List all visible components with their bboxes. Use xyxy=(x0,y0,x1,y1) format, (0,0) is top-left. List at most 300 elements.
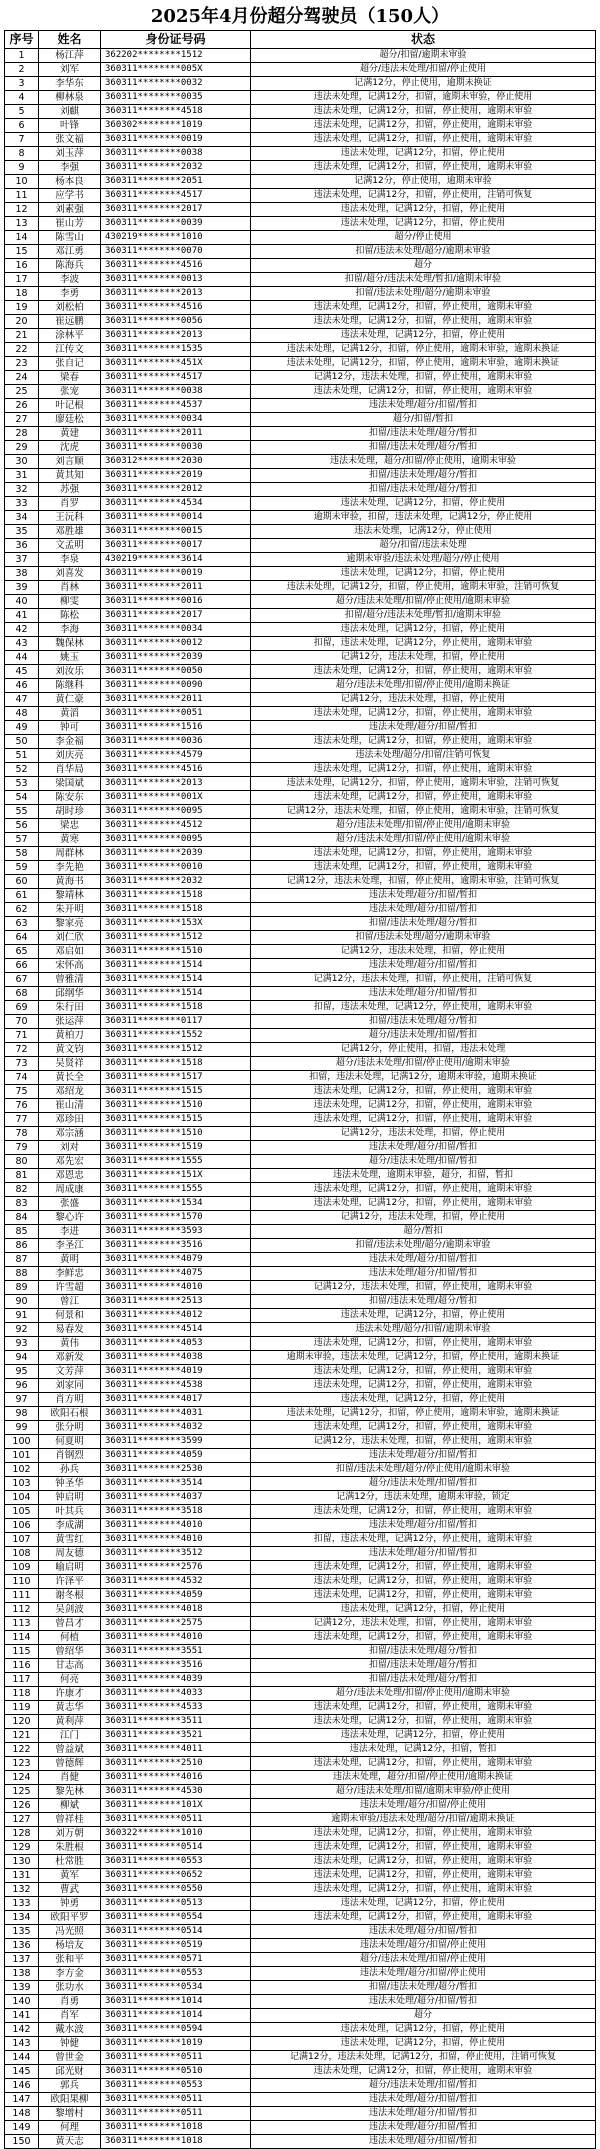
id-number: 360311********4518 xyxy=(101,105,251,119)
driver-name: 李波 xyxy=(39,273,101,287)
table-row xyxy=(5,1365,596,1379)
row-index: 107 xyxy=(5,1533,39,1547)
status: 超分/违法未处理/扣留/停止使用/逾期未审验 xyxy=(251,819,596,833)
table-row xyxy=(5,1113,596,1127)
row-index: 106 xyxy=(5,1519,39,1533)
table-row xyxy=(5,1939,596,1953)
table-row xyxy=(5,1547,596,1561)
id-number: 360311********3599 xyxy=(101,1435,251,1449)
id-number: 360311********1570 xyxy=(101,1211,251,1225)
table-row xyxy=(5,1827,596,1841)
id-number: 360311********1516 xyxy=(101,721,251,735)
id-number: 360311********0117 xyxy=(101,1015,251,1029)
status: 违法未处理，记满12分，扣留，停止使用，逾期未审验 xyxy=(251,791,596,805)
status: 记满12分，违法未处理，扣留，停止使用 xyxy=(251,693,596,707)
driver-name: 李华东 xyxy=(39,77,101,91)
status: 超分/违法未处理/扣留/暂扣 xyxy=(251,2079,596,2093)
driver-name: 黄军 xyxy=(39,1869,101,1883)
row-index: 97 xyxy=(5,1393,39,1407)
id-number: 360311********0032 xyxy=(101,77,251,91)
id-number: 360311********4012 xyxy=(101,1309,251,1323)
id-number: 360311********4516 xyxy=(101,763,251,777)
table-row xyxy=(5,175,596,189)
id-number: 360311********0016 xyxy=(101,595,251,609)
row-index: 27 xyxy=(5,413,39,427)
status: 违法未处理，记满12分，扣留，停止使用，逾期未审验 xyxy=(251,735,596,749)
row-index: 32 xyxy=(5,483,39,497)
table-row xyxy=(5,1687,596,1701)
status: 扣留/违法未处理/超分/暂扣 xyxy=(251,1295,596,1309)
id-number: 360311********1518 xyxy=(101,903,251,917)
driver-name: 周友德 xyxy=(39,1547,101,1561)
table-row xyxy=(5,1323,596,1337)
status: 违法未处理，记满12分，扣留，停止使用，逾期未审验 xyxy=(251,1183,596,1197)
table-row xyxy=(5,833,596,847)
table-row xyxy=(5,1743,596,1757)
row-index: 144 xyxy=(5,2051,39,2065)
id-number: 360311********005X xyxy=(101,63,251,77)
row-index: 60 xyxy=(5,875,39,889)
driver-name: 黄其知 xyxy=(39,469,101,483)
row-index: 119 xyxy=(5,1701,39,1715)
id-number: 360311********0010 xyxy=(101,861,251,875)
id-number: 360311********4516 xyxy=(101,301,251,315)
row-index: 21 xyxy=(5,329,39,343)
id-number: 360311********0034 xyxy=(101,623,251,637)
table-row xyxy=(5,1519,596,1533)
id-number: 360311********0034 xyxy=(101,413,251,427)
header-id-number: 身份证号码 xyxy=(101,31,251,49)
status: 违法未处理，记满12分，扣留，停止使用 xyxy=(251,2023,596,2037)
id-number: 360311********2017 xyxy=(101,609,251,623)
table-row xyxy=(5,1911,596,1925)
id-number: 360311********4011 xyxy=(101,1743,251,1757)
table-row xyxy=(5,1225,596,1239)
row-index: 123 xyxy=(5,1757,39,1771)
row-index: 82 xyxy=(5,1183,39,1197)
id-number: 360311********4033 xyxy=(101,1687,251,1701)
status: 违法未处理/超分/扣留/停止使用 xyxy=(251,1967,596,1981)
table-row xyxy=(5,1379,596,1393)
id-number: 360311********1555 xyxy=(101,1183,251,1197)
header-name: 姓名 xyxy=(39,31,101,49)
row-index: 34 xyxy=(5,511,39,525)
id-number: 360311********0051 xyxy=(101,707,251,721)
table-row xyxy=(5,1645,596,1659)
status: 超分/违法未处理/扣留/逾期未审验/停止使用 xyxy=(251,1785,596,1799)
status: 违法未处理，记满12分，扣留，停止使用，逾期未审验 xyxy=(251,161,596,175)
row-index: 136 xyxy=(5,1939,39,1953)
table-row xyxy=(5,1785,596,1799)
row-index: 47 xyxy=(5,693,39,707)
id-number: 360311********4010 xyxy=(101,1533,251,1547)
row-index: 142 xyxy=(5,2023,39,2037)
driver-name: 崔山清 xyxy=(39,1099,101,1113)
id-number: 360311********4514 xyxy=(101,1323,251,1337)
table-row xyxy=(5,553,596,567)
driver-name: 刘喜发 xyxy=(39,567,101,581)
driver-name: 曾雅清 xyxy=(39,973,101,987)
status: 扣留/违法未处理/超分/暂扣 xyxy=(251,469,596,483)
driver-name: 曾江 xyxy=(39,1295,101,1309)
table-row xyxy=(5,1813,596,1827)
row-index: 31 xyxy=(5,469,39,483)
table-row xyxy=(5,1351,596,1365)
driver-name: 刘汝乐 xyxy=(39,665,101,679)
status: 违法未处理，记满12分，扣留，停止使用，逾期未审验 xyxy=(251,105,596,119)
driver-name: 曾昌才 xyxy=(39,1617,101,1631)
driver-name: 叶锋 xyxy=(39,119,101,133)
row-index: 72 xyxy=(5,1043,39,1057)
status: 违法未处理/超分/扣留/暂扣 xyxy=(251,903,596,917)
row-index: 74 xyxy=(5,1071,39,1085)
driver-name: 易春发 xyxy=(39,1323,101,1337)
row-index: 133 xyxy=(5,1897,39,1911)
status: 违法未处理，记满12分，扣留，停止使用 xyxy=(251,497,596,511)
table-row xyxy=(5,1309,596,1323)
table-row xyxy=(5,1253,596,1267)
driver-name: 黄文钧 xyxy=(39,1043,101,1057)
id-number: 360311********3511 xyxy=(101,1715,251,1729)
id-number: 360311********0050 xyxy=(101,665,251,679)
status: 违法未处理/超分/扣留/暂扣 xyxy=(251,1995,596,2009)
table-row xyxy=(5,819,596,833)
row-index: 121 xyxy=(5,1729,39,1743)
table-row xyxy=(5,861,596,875)
row-index: 105 xyxy=(5,1505,39,1519)
status: 违法未处理，记满12分，扣留，停止使用，逾期未审验 xyxy=(251,301,596,315)
table-row xyxy=(5,161,596,175)
table-row xyxy=(5,1477,596,1491)
table-row xyxy=(5,1953,596,1967)
id-number: 360311********4038 xyxy=(101,1351,251,1365)
status: 违法未处理/超分/扣留/暂扣 xyxy=(251,1547,596,1561)
table-row xyxy=(5,1239,596,1253)
table-row xyxy=(5,2065,596,2079)
driver-name: 周群林 xyxy=(39,847,101,861)
id-number: 360311********0514 xyxy=(101,1841,251,1855)
driver-name: 吴剑波 xyxy=(39,1603,101,1617)
status: 记满12分，违法未处理，扣留，停止使用，逾期未审验，注销可恢复 xyxy=(251,875,596,889)
status: 违法未处理，记满12分，扣留，停止使用，逾期未审验 xyxy=(251,1505,596,1519)
status: 扣留/违法未处理/超分/逾期未审验 xyxy=(251,931,596,945)
row-index: 15 xyxy=(5,245,39,259)
row-index: 66 xyxy=(5,959,39,973)
table-row xyxy=(5,105,596,119)
id-number: 360311********0056 xyxy=(101,315,251,329)
row-index: 111 xyxy=(5,1589,39,1603)
driver-name: 刘家同 xyxy=(39,1379,101,1393)
row-index: 28 xyxy=(5,427,39,441)
driver-name: 张盛 xyxy=(39,1197,101,1211)
driver-name: 江传文 xyxy=(39,343,101,357)
driver-name: 刘麒 xyxy=(39,105,101,119)
row-index: 117 xyxy=(5,1673,39,1687)
id-number: 360311********1510 xyxy=(101,945,251,959)
id-number: 360311********4010 xyxy=(101,1519,251,1533)
table-row xyxy=(5,1183,596,1197)
status: 扣留/违法未处理/超分/逾期未审验 xyxy=(251,287,596,301)
status: 超分/违法未处理/扣留/停止使用/逾期未审验 xyxy=(251,1057,596,1071)
driver-name: 陈雪山 xyxy=(39,231,101,245)
status: 扣留/超分/违法未处理/暂扣/逾期未审验 xyxy=(251,609,596,623)
status: 违法未处理/超分/扣留/暂扣 xyxy=(251,987,596,1001)
driver-name: 黄仁豪 xyxy=(39,693,101,707)
driver-name: 邓启如 xyxy=(39,945,101,959)
driver-name: 肖勇 xyxy=(39,1995,101,2009)
status: 扣留/违法未处理/超分/暂扣 xyxy=(251,427,596,441)
driver-name: 邓珍田 xyxy=(39,1113,101,1127)
table-row xyxy=(5,1211,596,1225)
row-index: 126 xyxy=(5,1799,39,1813)
id-number: 360311********0095 xyxy=(101,805,251,819)
status: 违法未处理，记满12分，扣留，停止使用，逾期未审验，逾期未换证 xyxy=(251,357,596,371)
driver-name: 邓宗涵 xyxy=(39,1127,101,1141)
id-number: 360311********1014 xyxy=(101,2009,251,2023)
driver-name: 黎家亮 xyxy=(39,917,101,931)
id-number: 360311********0511 xyxy=(101,1813,251,1827)
table-row xyxy=(5,1029,596,1043)
table-row xyxy=(5,945,596,959)
row-index: 81 xyxy=(5,1169,39,1183)
row-index: 5 xyxy=(5,105,39,119)
driver-name: 陈海兵 xyxy=(39,259,101,273)
table-row xyxy=(5,1295,596,1309)
id-number: 360311********2011 xyxy=(101,581,251,595)
status: 记满12分，违法未处理，扣留，停止使用，注销可恢复 xyxy=(251,973,596,987)
id-number: 360311********1518 xyxy=(101,1057,251,1071)
row-index: 140 xyxy=(5,1995,39,2009)
id-number: 360311********0594 xyxy=(101,2023,251,2037)
row-index: 78 xyxy=(5,1127,39,1141)
id-number: 360322********1010 xyxy=(101,1827,251,1841)
row-index: 96 xyxy=(5,1379,39,1393)
id-number: 360311********2011 xyxy=(101,693,251,707)
driver-name: 朱行田 xyxy=(39,1001,101,1015)
status: 超分/扣留/违法未处理 xyxy=(251,539,596,553)
id-number: 360311********2017 xyxy=(101,203,251,217)
driver-name: 曾祥桂 xyxy=(39,1813,101,1827)
id-number: 360311********4059 xyxy=(101,1589,251,1603)
row-index: 94 xyxy=(5,1351,39,1365)
driver-name: 李先艳 xyxy=(39,861,101,875)
table-row xyxy=(5,1589,596,1603)
status: 记满12分，违法未处理，扣留，停止使用 xyxy=(251,651,596,665)
row-index: 36 xyxy=(5,539,39,553)
driver-name: 涂林平 xyxy=(39,329,101,343)
status: 超分/违法未处理/扣留/停止使用/逾期未换证 xyxy=(251,679,596,693)
id-number: 360311********0534 xyxy=(101,1981,251,1995)
status: 违法未处理/超分/扣留/暂扣 xyxy=(251,1925,596,1939)
status: 违法未处理，记满12分，停止使用 xyxy=(251,525,596,539)
status: 记满12分，违法未处理，扣留，停止使用，逾期未审验 xyxy=(251,371,596,385)
table-row xyxy=(5,1435,596,1449)
table-row xyxy=(5,1001,596,1015)
driver-name: 柳林泉 xyxy=(39,91,101,105)
table-row xyxy=(5,119,596,133)
status: 扣留/违法未处理/超分/暂扣 xyxy=(251,1015,596,1029)
driver-name: 曾世金 xyxy=(39,2051,101,2065)
row-index: 14 xyxy=(5,231,39,245)
driver-name: 黄海书 xyxy=(39,875,101,889)
driver-name: 钟健 xyxy=(39,2037,101,2051)
table-row xyxy=(5,413,596,427)
row-index: 75 xyxy=(5,1085,39,1099)
row-index: 57 xyxy=(5,833,39,847)
id-number: 360311********2032 xyxy=(101,161,251,175)
table-row xyxy=(5,1883,596,1897)
row-index: 48 xyxy=(5,707,39,721)
driver-name: 黄伟 xyxy=(39,1337,101,1351)
row-index: 87 xyxy=(5,1253,39,1267)
row-index: 18 xyxy=(5,287,39,301)
driver-name: 喻启明 xyxy=(39,1561,101,1575)
status: 超分/暂扣 xyxy=(251,1225,596,1239)
status: 违法未处理/超分/扣留/暂扣 xyxy=(251,1449,596,1463)
table-row xyxy=(5,1715,596,1729)
status: 违法未处理，记满12分，扣留，停止使用，逾期未审验，注销可恢复 xyxy=(251,777,596,791)
driver-name: 苏强 xyxy=(39,483,101,497)
row-index: 134 xyxy=(5,1911,39,1925)
driver-name: 李金福 xyxy=(39,735,101,749)
status: 违法未处理/超分/扣留/暂扣 xyxy=(251,889,596,903)
id-number: 360311********4516 xyxy=(101,259,251,273)
driver-name: 肖林 xyxy=(39,581,101,595)
id-number: 360311********4053 xyxy=(101,1337,251,1351)
table-row xyxy=(5,2009,596,2023)
table-row xyxy=(5,1015,596,1029)
id-number: 360311********3593 xyxy=(101,1225,251,1239)
id-number: 360311********4517 xyxy=(101,371,251,385)
table-row xyxy=(5,987,596,1001)
row-index: 64 xyxy=(5,931,39,945)
row-index: 59 xyxy=(5,861,39,875)
row-index: 37 xyxy=(5,553,39,567)
status: 违法未处理，记满12分，扣留，停止使用，逾期未审验 xyxy=(251,1197,596,1211)
id-number: 360311********2013 xyxy=(101,777,251,791)
row-index: 53 xyxy=(5,777,39,791)
table-row xyxy=(5,679,596,693)
id-number: 360311********2012 xyxy=(101,483,251,497)
row-index: 130 xyxy=(5,1855,39,1869)
id-number: 360311********2575 xyxy=(101,1617,251,1631)
row-index: 23 xyxy=(5,357,39,371)
id-number: 360311********0038 xyxy=(101,385,251,399)
table-row xyxy=(5,1995,596,2009)
driver-name: 陈安东 xyxy=(39,791,101,805)
table-row xyxy=(5,2121,596,2135)
row-index: 69 xyxy=(5,1001,39,1015)
row-index: 127 xyxy=(5,1813,39,1827)
status: 违法未处理/超分/扣留/暂扣 xyxy=(251,2121,596,2135)
id-number: 360311********4530 xyxy=(101,1785,251,1799)
driver-name: 邓江勇 xyxy=(39,245,101,259)
status: 逾期未审验，违法未处理，记满12分，扣留，停止使用，逾期未换证 xyxy=(251,1351,596,1365)
id-number: 360311********4010 xyxy=(101,1631,251,1645)
status: 违法未处理，记满12分，扣留，停止使用，逾期未审验 xyxy=(251,1561,596,1575)
id-number: 360311********4075 xyxy=(101,1267,251,1281)
status: 违法未处理，记满12分，扣留，停止使用 xyxy=(251,1393,596,1407)
row-index: 46 xyxy=(5,679,39,693)
driver-name: 黎先林 xyxy=(39,1785,101,1799)
driver-name: 欧阳果柳 xyxy=(39,2093,101,2107)
row-index: 100 xyxy=(5,1435,39,1449)
row-index: 68 xyxy=(5,987,39,1001)
table-row xyxy=(5,1617,596,1631)
id-number: 360311********0017 xyxy=(101,539,251,553)
id-number: 360311********2011 xyxy=(101,427,251,441)
status: 扣留/违法未处理/超分/逾期未审验 xyxy=(251,1239,596,1253)
driver-name: 肖方明 xyxy=(39,1393,101,1407)
driver-name: 邓绍龙 xyxy=(39,1085,101,1099)
table-row xyxy=(5,469,596,483)
table-row xyxy=(5,567,596,581)
id-number: 360311********4039 xyxy=(101,1673,251,1687)
status: 违法未处理，记满12分，扣留，停止使用 xyxy=(251,1603,596,1617)
row-index: 30 xyxy=(5,455,39,469)
row-index: 73 xyxy=(5,1057,39,1071)
row-index: 22 xyxy=(5,343,39,357)
id-number: 360311********001X xyxy=(101,791,251,805)
driver-name: 甘志高 xyxy=(39,1659,101,1673)
driver-name: 张运萍 xyxy=(39,1015,101,1029)
table-row xyxy=(5,1491,596,1505)
table-row xyxy=(5,91,596,105)
driver-name: 文芳萍 xyxy=(39,1365,101,1379)
row-index: 62 xyxy=(5,903,39,917)
status: 违法未处理，记满12分，扣留，停止使用，逾期未审验 xyxy=(251,1757,596,1771)
table-row xyxy=(5,399,596,413)
id-number: 360311********0553 xyxy=(101,1967,251,1981)
status: 记满12分，违法未处理，扣留，停止使用，逾期未审验 xyxy=(251,1281,596,1295)
id-number: 360311********0511 xyxy=(101,2107,251,2121)
driver-name: 刘素强 xyxy=(39,203,101,217)
row-index: 86 xyxy=(5,1239,39,1253)
id-number: 360311********4017 xyxy=(101,1393,251,1407)
status: 记满12分，违法未处理，扣留，停止使用 xyxy=(251,1127,596,1141)
row-index: 26 xyxy=(5,399,39,413)
status: 超分 xyxy=(251,2009,596,2023)
row-index: 25 xyxy=(5,385,39,399)
driver-name: 邓先宏 xyxy=(39,1155,101,1169)
row-index: 42 xyxy=(5,623,39,637)
status: 扣留/违法未处理/超分/暂扣 xyxy=(251,1659,596,1673)
driver-name: 廖廷松 xyxy=(39,413,101,427)
row-index: 141 xyxy=(5,2009,39,2023)
status: 违法未处理，记满12分，扣留，停止使用，逾期未审验 xyxy=(251,1337,596,1351)
table-row xyxy=(5,1393,596,1407)
status: 逾期未审验，扣留，违法未处理，记满12分，停止使用 xyxy=(251,511,596,525)
row-index: 3 xyxy=(5,77,39,91)
table-header-row xyxy=(5,31,596,49)
row-index: 80 xyxy=(5,1155,39,1169)
status: 违法未处理，记满12分，扣留，停止使用，逾期未审验 xyxy=(251,1379,596,1393)
table-row xyxy=(5,189,596,203)
table-row xyxy=(5,903,596,917)
id-number: 360311********1014 xyxy=(101,1995,251,2009)
driver-name: 张宠 xyxy=(39,385,101,399)
row-index: 51 xyxy=(5,749,39,763)
status: 超分 xyxy=(251,259,596,273)
row-index: 8 xyxy=(5,147,39,161)
status: 违法未处理，记满12分，扣留，暂扣 xyxy=(251,1743,596,1757)
table-row xyxy=(5,245,596,259)
table-row xyxy=(5,329,596,343)
table-row xyxy=(5,371,596,385)
driver-name: 肖健 xyxy=(39,1771,101,1785)
driver-name: 黄柏刀 xyxy=(39,1029,101,1043)
driver-name: 朱开明 xyxy=(39,903,101,917)
